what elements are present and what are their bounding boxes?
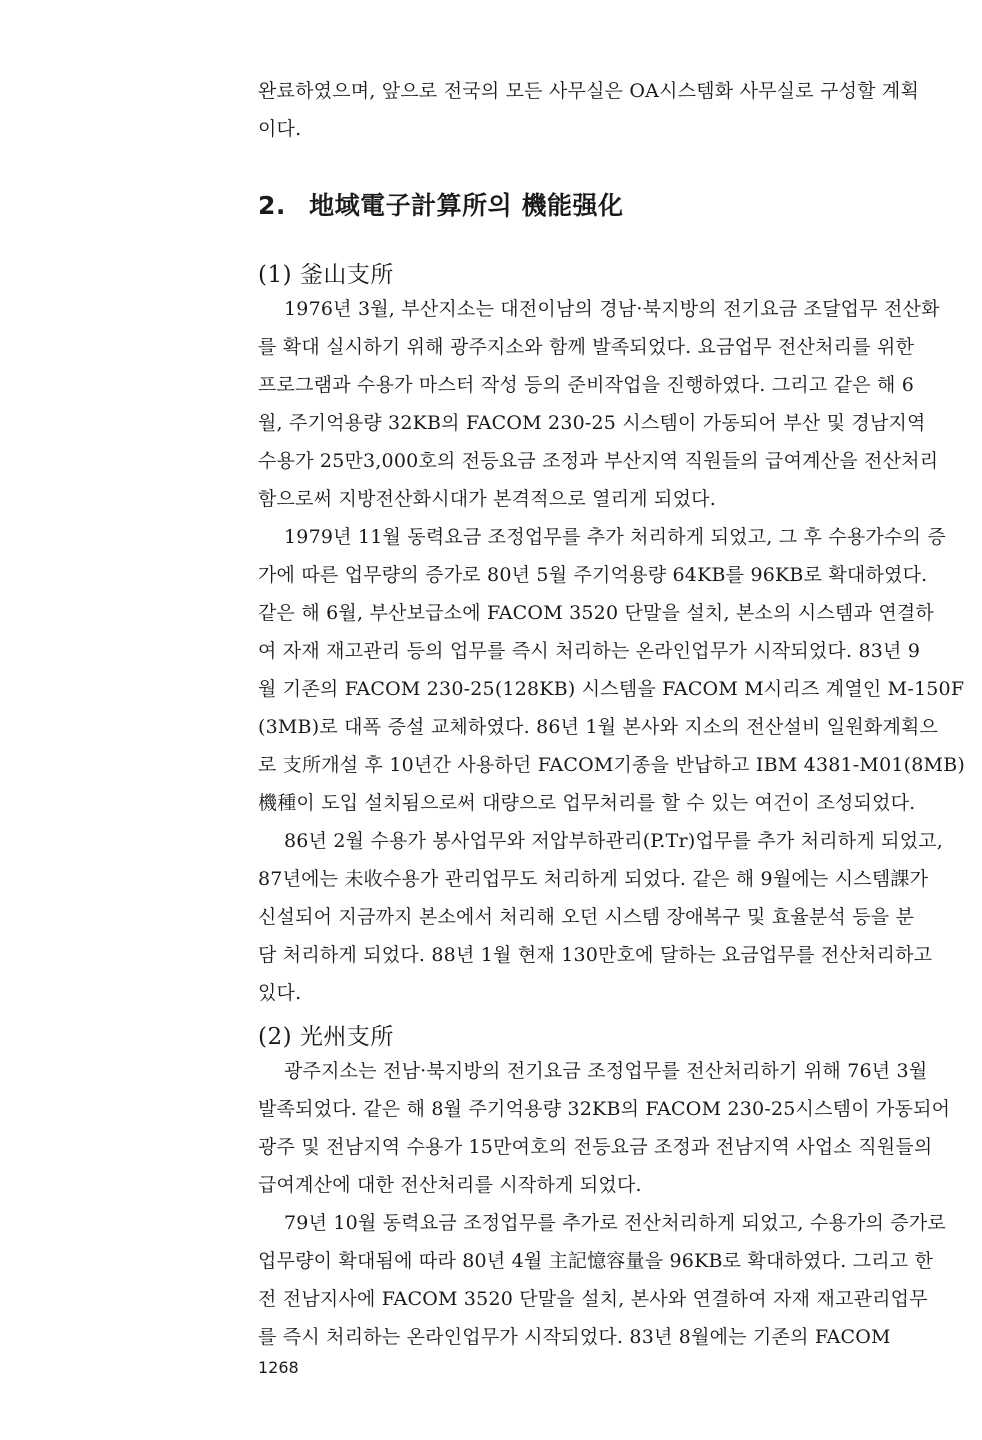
text-line: 프로그램과 수용가 마스터 작성 등의 준비작업을 진행하였다. 그리고 같은 해 6 <box>258 374 915 396</box>
paragraph <box>258 1204 946 1356</box>
section-title: 地域電子計算所의 機能强化 <box>309 191 624 220</box>
text-line: (3MB)로 대폭 증설 교체하였다. 86년 1월 본사와 지소의 전산설비 일원화계획으 <box>258 716 939 738</box>
text-line: 로 支所개설 후 10년간 사용하던 FACOM기종을 반납하고 IBM 4381-M01(8MB) <box>258 754 965 776</box>
text-line: 광주지소는 전남·북지방의 전기요금 조정업무를 전산처리하기 위해 76년 3월 <box>284 1060 928 1082</box>
text-line: 1976년 3월, 부산지소는 대전이남의 경남·북지방의 전기요금 조달업무 전산화 <box>284 298 940 320</box>
gwangju-heading: (2) 光州支所 <box>258 1024 394 1050</box>
text-line: 79년 10월 동력요금 조정업무를 추가로 전산처리하게 되었고, 수용가의 증가로 <box>284 1212 946 1234</box>
text-line: 업무량이 확대됨에 따라 80년 4월 主記憶容量을 96KB로 확대하였다. 그리고 한 <box>258 1250 934 1272</box>
text-line: 가에 따른 업무량의 증가로 80년 5월 주기억용량 64KB를 96KB로 확대하였다. <box>258 564 928 586</box>
text-line: 機種이 도입 설치됨으로써 대량으로 업무처리를 할 수 있는 여건이 조성되었다. <box>258 792 916 814</box>
text-line: 이다. <box>258 118 302 140</box>
text-line: 전 전남지사에 FACOM 3520 단말을 설치, 본사와 연결하여 자재 재고관리업무 <box>258 1288 928 1310</box>
text-line: 발족되었다. 같은 해 8월 주기억용량 32KB의 FACOM 230-25시스템이 가동되어 <box>258 1098 951 1120</box>
busan-heading: (1) 釜山支所 <box>258 262 394 288</box>
page-number: 1268 <box>258 1358 299 1377</box>
text-line: 수용가 25만3,000호의 전등요금 조정과 부산지역 직원들의 급여계산을 전산처리 <box>258 450 939 472</box>
paragraph <box>258 1052 951 1204</box>
text-line: 를 확대 실시하기 위해 광주지소와 함께 발족되었다. 요금업무 전산처리를 위한 <box>258 336 915 358</box>
text-line: 함으로써 지방전산화시대가 본격적으로 열리게 되었다. <box>258 488 716 510</box>
text-line: 신설되어 지금까지 본소에서 처리해 오던 시스템 장애복구 및 효율분석 등을 분 <box>258 906 915 928</box>
text-line: 여 자재 재고관리 등의 업무를 즉시 처리하는 온라인업무가 시작되었다. 83년 9 <box>258 640 921 662</box>
text-line: 완료하였으며, 앞으로 전국의 모든 사무실은 OA시스템화 사무실로 구성할 계획 <box>258 80 920 102</box>
paragraph <box>258 290 940 518</box>
paragraph <box>258 822 944 1012</box>
text-line: 87년에는 未收수용가 관리업무도 처리하게 되었다. 같은 해 9월에는 시스템課가 <box>258 868 929 890</box>
text-line: 월 기존의 FACOM 230-25(128KB) 시스템을 FACOM M시리즈 계열인 M-150F <box>258 678 965 700</box>
text-line: 광주 및 전남지역 수용가 15만여호의 전등요금 조정과 전남지역 사업소 직원들의 <box>258 1136 933 1158</box>
text-line: 월, 주기억용량 32KB의 FACOM 230-25 시스템이 가동되어 부산 및 경남지역 <box>258 412 926 434</box>
text-line: 급여계산에 대한 전산처리를 시작하게 되었다. <box>258 1174 642 1196</box>
text-line: 있다. <box>258 982 302 1004</box>
section-heading <box>258 186 623 222</box>
section-number: 2. <box>258 191 286 220</box>
text-line: 86년 2월 수용가 봉사업무와 저압부하관리(P.Tr)업무를 추가 처리하게 되었고, <box>284 830 944 852</box>
paragraph <box>258 518 965 822</box>
text-line: 를 즉시 처리하는 온라인업무가 시작되었다. 83년 8월에는 기존의 FACOM <box>258 1326 891 1348</box>
busan-body <box>258 290 965 1012</box>
text-line: 같은 해 6월, 부산보급소에 FACOM 3520 단말을 설치, 본소의 시스템과 연결하 <box>258 602 934 624</box>
text-line: 1979년 11월 동력요금 조정업무를 추가 처리하게 되었고, 그 후 수용가수의 증 <box>284 526 946 548</box>
gwangju-body <box>258 1052 951 1356</box>
text-line: 담 처리하게 되었다. 88년 1월 현재 130만호에 달하는 요금업무를 전산처리하고 <box>258 944 933 966</box>
intro-text <box>258 72 930 148</box>
